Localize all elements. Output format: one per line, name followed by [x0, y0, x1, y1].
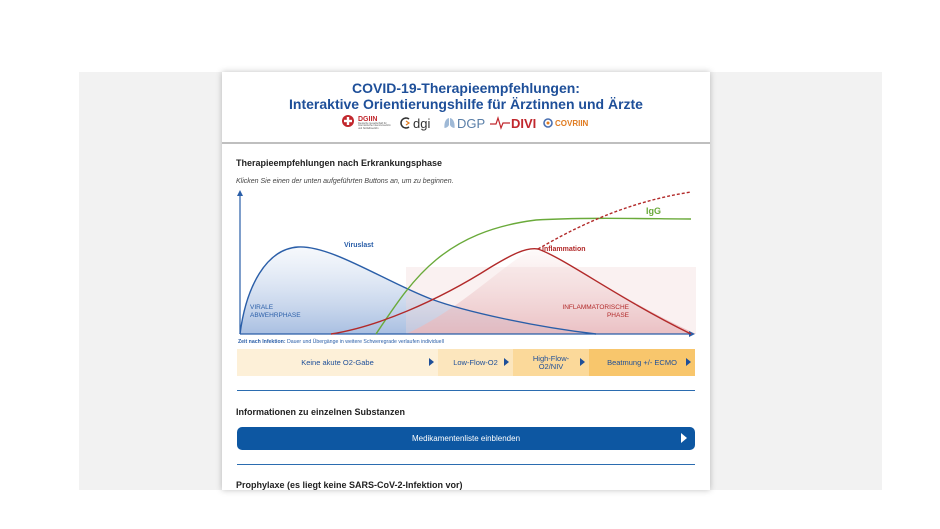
covriin-logo-text: COVRIIN — [555, 118, 589, 128]
play-arrow-icon — [686, 358, 691, 366]
section-divider — [237, 464, 695, 465]
axis-caption-bold: Zeit nach Infektion: — [238, 339, 286, 345]
inflammatory-phase-label-line1: INFLAMMATORISCHE — [562, 304, 629, 311]
partner-logos — [222, 112, 710, 136]
phase-button-label: Low-Flow-O2 — [453, 357, 498, 367]
phase-button-beatmung[interactable] — [589, 349, 695, 376]
viral-phase-label-line1: VIRALE — [250, 304, 274, 311]
play-arrow-icon — [580, 358, 585, 366]
inflammation-label: Inflammation — [542, 246, 586, 253]
phase-buttons — [237, 349, 695, 376]
axis-caption-rest: Dauer und Übergänge in weitere Schweregrade verlaufen individuell — [285, 339, 444, 345]
heartbeat-icon — [490, 116, 510, 130]
phase-button-label-block — [533, 355, 569, 371]
phase-button-label: Keine akute O2-Gabe — [301, 357, 374, 367]
viruslast-label: Viruslast — [344, 242, 374, 249]
igg-label: IgG — [646, 206, 661, 216]
inflammatory-phase-label-line2: PHASE — [606, 312, 629, 319]
divi-logo-text: DIVI — [511, 115, 537, 131]
substances-heading: Informationen zu einzelnen Substanzen — [236, 407, 406, 417]
covriin-virus-icon — [542, 117, 554, 129]
dgi-logo-text: dgi — [413, 115, 431, 131]
phase-button-keine-o2[interactable] — [237, 349, 438, 376]
play-arrow-icon — [504, 358, 509, 366]
main-card — [222, 72, 710, 490]
viral-phase-label-line2: ABWEHRPHASE — [250, 312, 301, 319]
dgp-logo-text: DGP — [457, 115, 486, 131]
lungs-icon — [443, 116, 456, 130]
phase-button-high-flow[interactable] — [513, 349, 589, 376]
therapy-heading: Therapieempfehlungen nach Erkrankungsphase — [236, 158, 443, 168]
phase-button-label-line2: O2/NIV — [538, 361, 564, 371]
phase-button-label: Beatmung +/- ECMO — [607, 357, 677, 367]
phase-button-low-flow[interactable] — [438, 349, 513, 376]
dgiin-logo-text: DGIIN — [358, 115, 378, 123]
covriin-logo — [542, 112, 588, 134]
instruction-hint: Klicken Sie einen der unten aufgeführten Buttons an, um zu beginnen. — [236, 178, 454, 185]
inflammatory-phase-shade — [406, 267, 696, 334]
dgiin-logo — [340, 112, 392, 134]
page-title: COVID-19-Therapieempfehlungen: — [352, 80, 580, 96]
dgi-swirl-icon — [400, 116, 412, 130]
page-subtitle: Interaktive Orientierungshilfe für Ärztinnen und Ärzte — [289, 96, 643, 112]
axis-caption — [238, 338, 444, 345]
dgiin-emblem-icon — [340, 114, 356, 132]
phase-button-label-line1: High-Flow- — [532, 353, 570, 363]
inflammation-dashed-curve — [538, 192, 691, 249]
play-arrow-icon — [681, 433, 687, 443]
dgiin-logo-subtext: Deutsche Gesellschaft für Internistische Intensivmedizin und Notfallmedizin — [358, 121, 391, 130]
prophylaxe-heading: Prophylaxe (es liegt keine SARS-CoV-2-Infektion vor) — [236, 480, 463, 490]
divi-logo — [490, 112, 536, 134]
dgp-logo — [443, 112, 485, 134]
disease-course-diagram — [236, 187, 696, 347]
header-divider — [222, 142, 710, 144]
y-axis-arrow — [237, 190, 243, 196]
medication-list-button[interactable] — [237, 427, 695, 450]
play-arrow-icon — [429, 358, 434, 366]
medication-list-button-label: Medikamentenliste einblenden — [411, 434, 521, 443]
section-divider — [237, 390, 695, 391]
dgi-logo — [400, 112, 430, 134]
